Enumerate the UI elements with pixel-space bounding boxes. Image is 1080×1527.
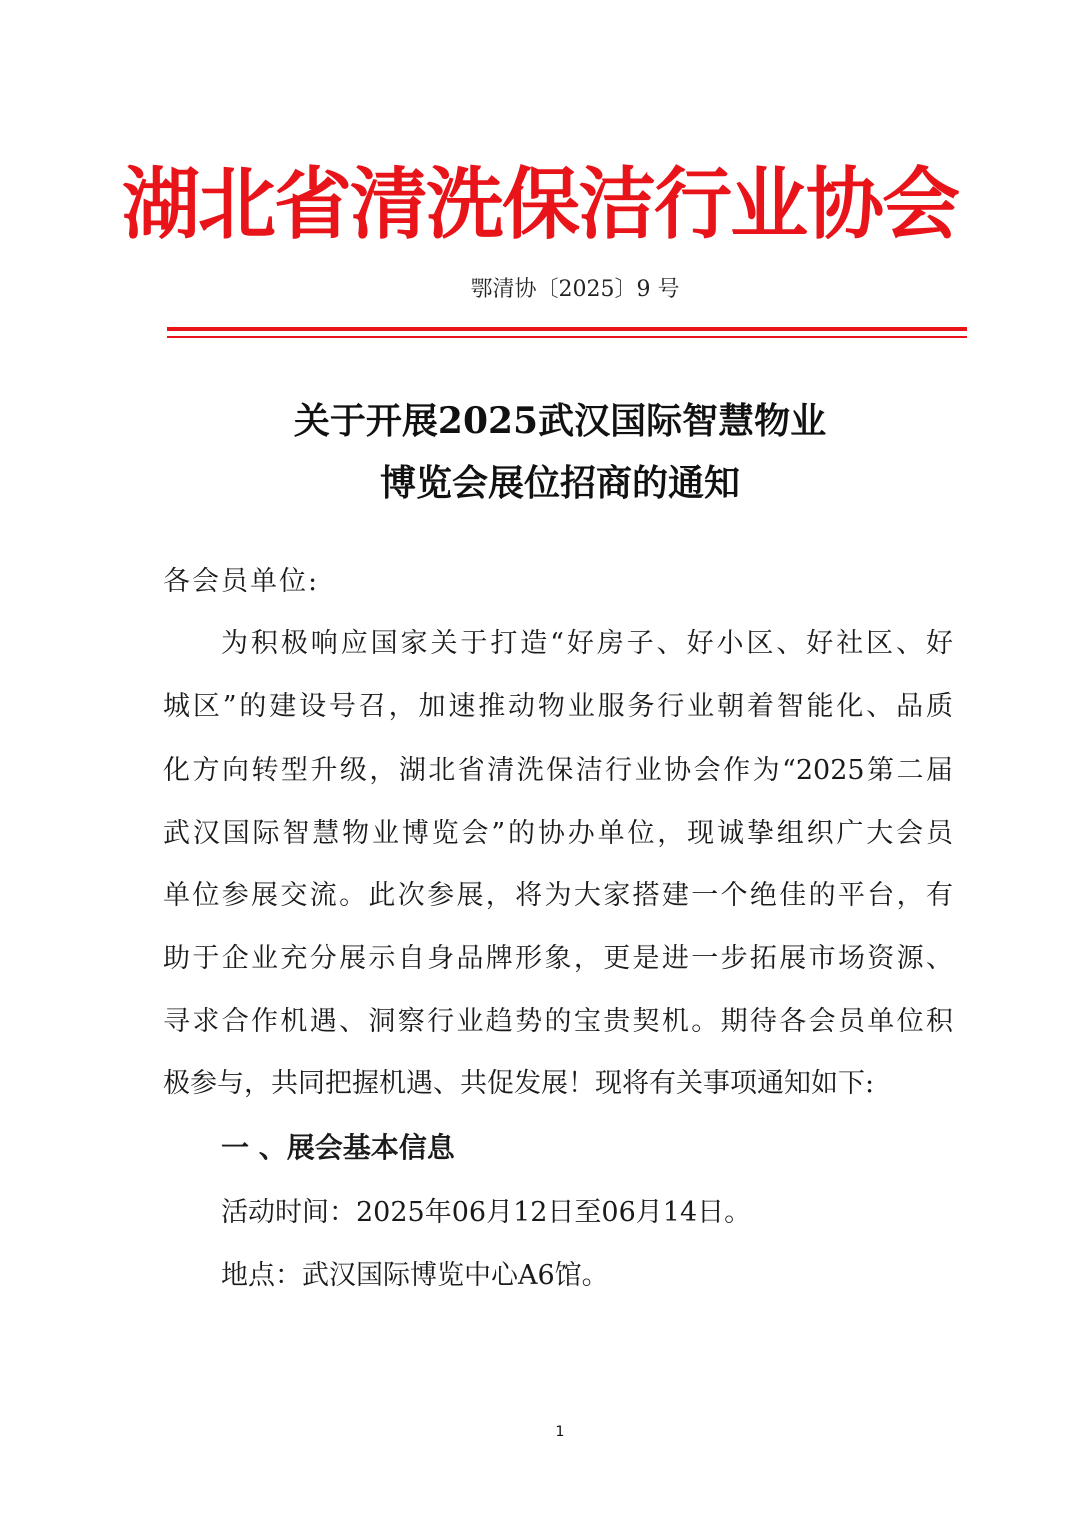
- salutation: 各会员单位:: [163, 566, 320, 597]
- section-heading: 一 、展会基本信息: [221, 1131, 455, 1164]
- notice-title-line-1: 关于开展2025武汉国际智慧物业: [293, 400, 827, 442]
- event-location: 地点：武汉国际博览中心A6馆。: [221, 1260, 609, 1291]
- body-line: 武汉国际智慧物业博览会”的协办单位，现诚挚组织广大会员: [163, 818, 953, 849]
- document-number: 鄂清协〔2025〕9 号: [470, 277, 680, 302]
- body-line: 化方向转型升级，湖北省清洗保洁行业协会作为“2025第二届: [163, 755, 953, 786]
- body-line: 为积极响应国家关于打造“好房子、好小区、好社区、好: [221, 628, 953, 659]
- organization-name: 湖北省清洗保洁行业协会: [121, 160, 958, 250]
- notice-title-line-2: 博览会展位招商的通知: [379, 462, 740, 504]
- body-line: 寻求合作机遇、洞察行业趋势的宝贵契机。期待各会员单位积: [163, 1006, 953, 1037]
- page-number: 1: [555, 1424, 565, 1440]
- body-line: 极参与，共同把握机遇、共促发展！现将有关事项通知如下:: [163, 1068, 875, 1099]
- red-divider-thick: [167, 327, 967, 331]
- body-line: 城区”的建设号召，加速推动物业服务行业朝着智能化、品质: [163, 691, 953, 722]
- body-line: 单位参展交流。此次参展，将为大家搭建一个绝佳的平台，有: [163, 880, 953, 911]
- red-divider-thin: [167, 336, 967, 338]
- body-line: 助于企业充分展示自身品牌形象，更是进一步拓展市场资源、: [163, 943, 953, 974]
- event-time: 活动时间：2025年06月12日至06月14日。: [221, 1197, 752, 1228]
